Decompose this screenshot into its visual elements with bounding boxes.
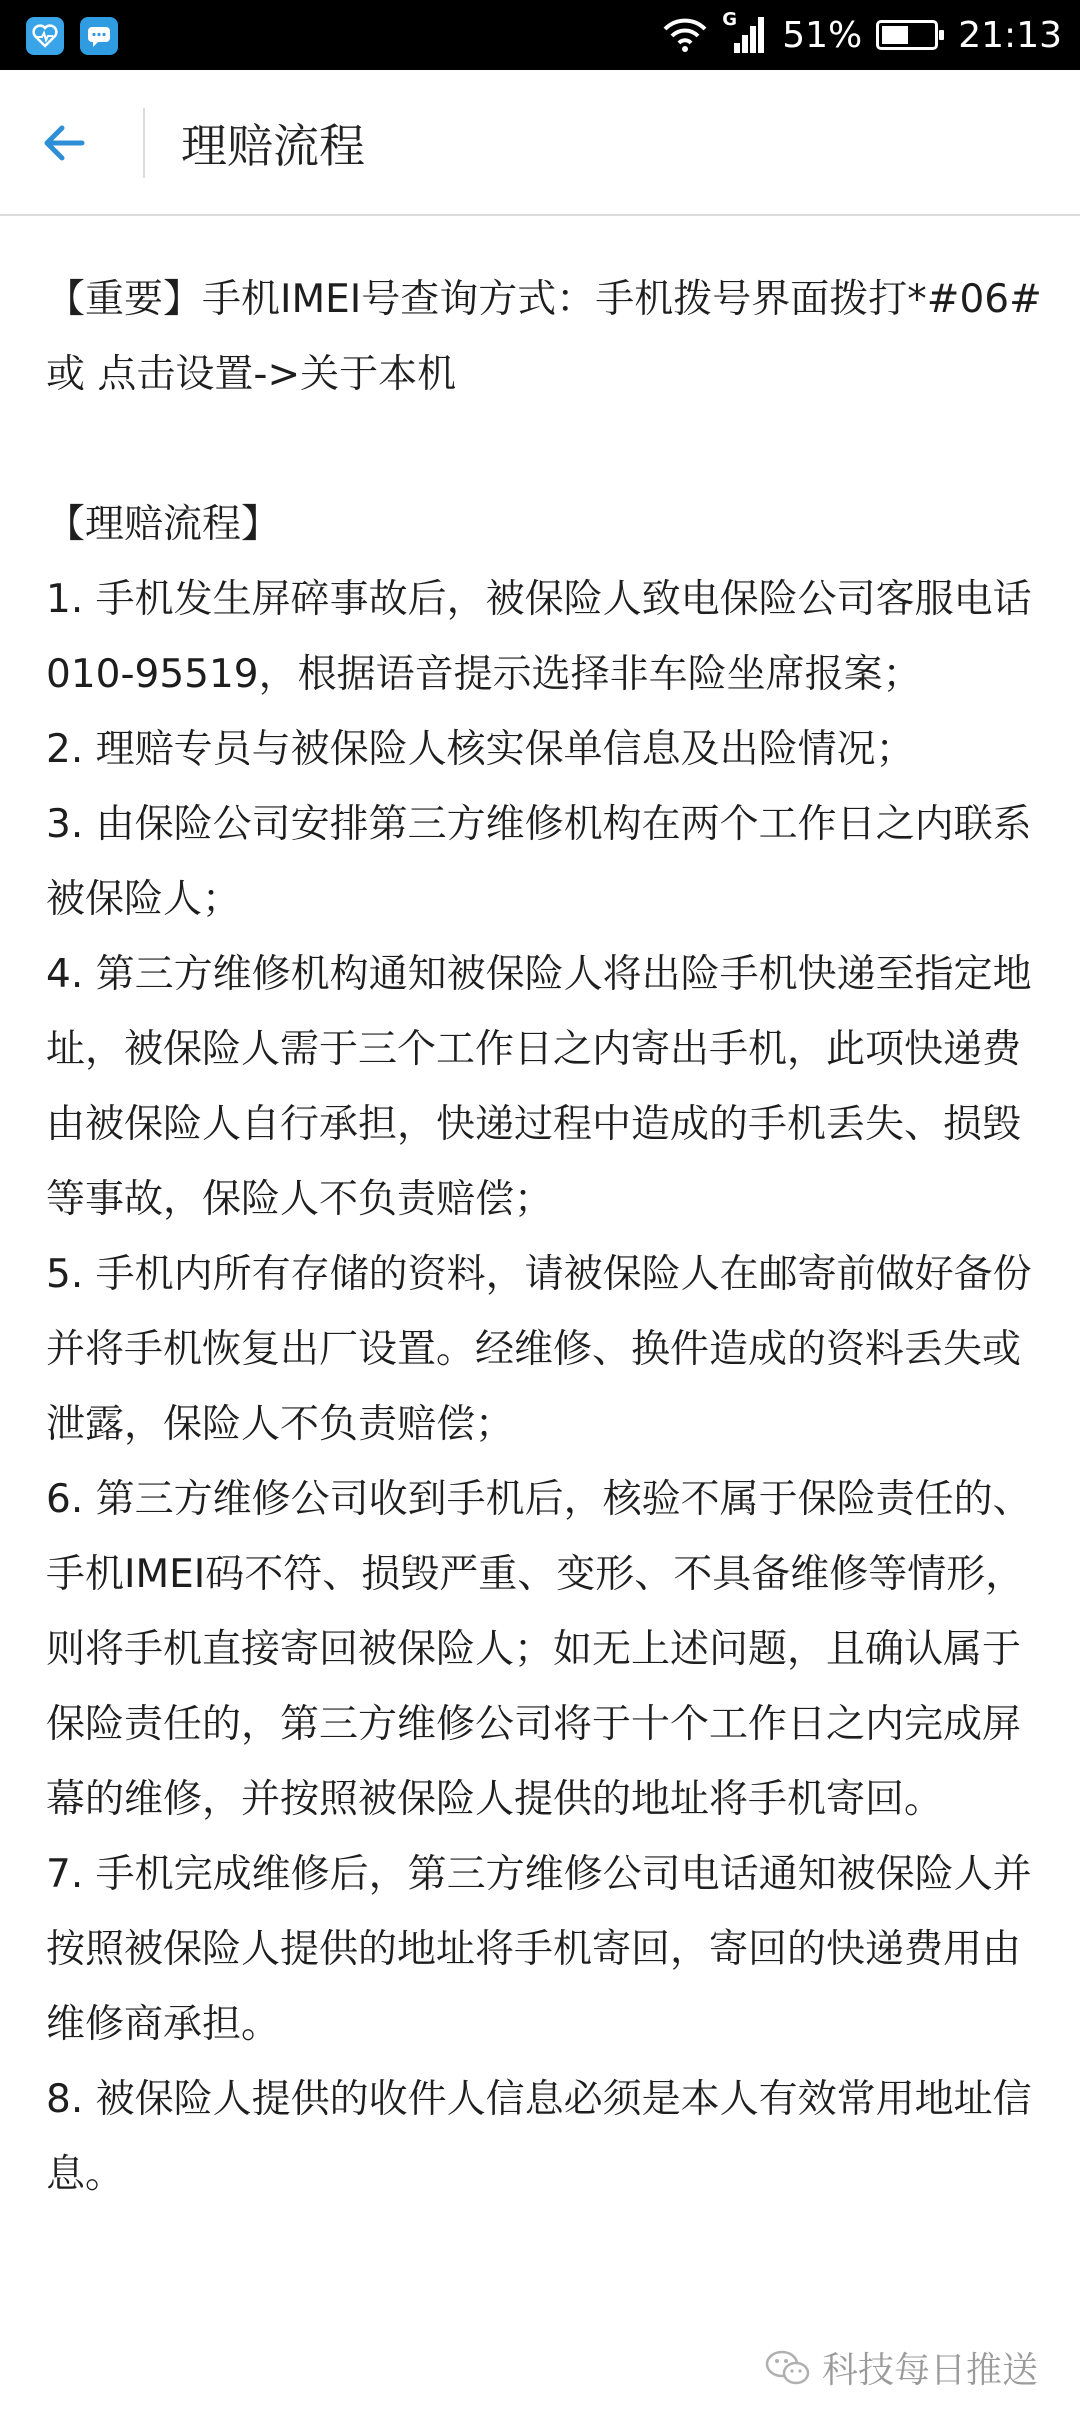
battery-icon (876, 20, 938, 50)
step-8: 8. 被保险人提供的收件人信息必须是本人有效常用地址信息。 (46, 2077, 1032, 2197)
status-bar (0, 0, 1080, 70)
clock-time: 21:13 (958, 14, 1062, 56)
step-2: 2. 理赔专员与被保险人核实保单信息及出险情况； (46, 727, 915, 772)
wifi-icon (662, 17, 708, 53)
health-app-icon (26, 17, 64, 55)
step-6: 6. 第三方维修公司收到手机后，核验不属于保险责任的、手机IMEI码不符、损毁严重、变形、不具备维修等情形，则将手机直接寄回被保险人；如无上述问题，且确认属于保险责任的，第三方维修公司将于十个工作日之内完成屏幕的维修，并按照被保险人提供的地址将手机寄回。 (46, 1477, 1032, 1822)
arrow-left-icon (30, 108, 100, 178)
step-1: 1. 手机发生屏碎事故后，被保险人致电保险公司客服电话010-95519，根据语音提示选择非车险坐席报案； (46, 577, 1032, 697)
step-4: 4. 第三方维修机构通知被保险人将出险手机快递至指定地址，被保险人需于三个工作日之内寄出手机，此项快递费由被保险人自行承担，快递过程中造成的手机丢失、损毁等事故，保险人不负责赔偿； (46, 952, 1032, 1222)
battery-fill (882, 26, 908, 44)
paragraph-gap (46, 412, 1046, 487)
step-7: 7. 手机完成维修后，第三方维修公司电话通知被保险人并按照被保险人提供的地址将手机寄回，寄回的快递费用由维修商承担。 (46, 1852, 1032, 2047)
watermark-text: 科技每日推送 (821, 2350, 1038, 2391)
signal-icon (722, 9, 768, 55)
back-button[interactable] (30, 108, 100, 178)
watermark (764, 2342, 1038, 2393)
page-title: 理赔流程 (181, 119, 365, 173)
app-bar (0, 70, 1080, 216)
message-app-icon (80, 17, 118, 55)
wechat-icon (764, 2348, 812, 2388)
step-5: 5. 手机内所有存储的资料，请被保险人在邮寄前做好备份并将手机恢复出厂设置。经维修、换件造成的资料丢失或泄露，保险人不负责赔偿； (46, 1252, 1032, 1447)
important-note: 【重要】手机IMEI号查询方式：手机拨号界面拨打*#06# 或 点击设置->关于本机 (46, 277, 1042, 397)
app-bar-divider (143, 108, 145, 178)
battery-percent: 51% (782, 14, 863, 56)
section-title: 【理赔流程】 (46, 502, 281, 547)
network-type-label: G (722, 9, 738, 30)
step-3: 3. 由保险公司安排第三方维修机构在两个工作日之内联系被保险人； (46, 802, 1032, 922)
article-content (46, 262, 1046, 2212)
